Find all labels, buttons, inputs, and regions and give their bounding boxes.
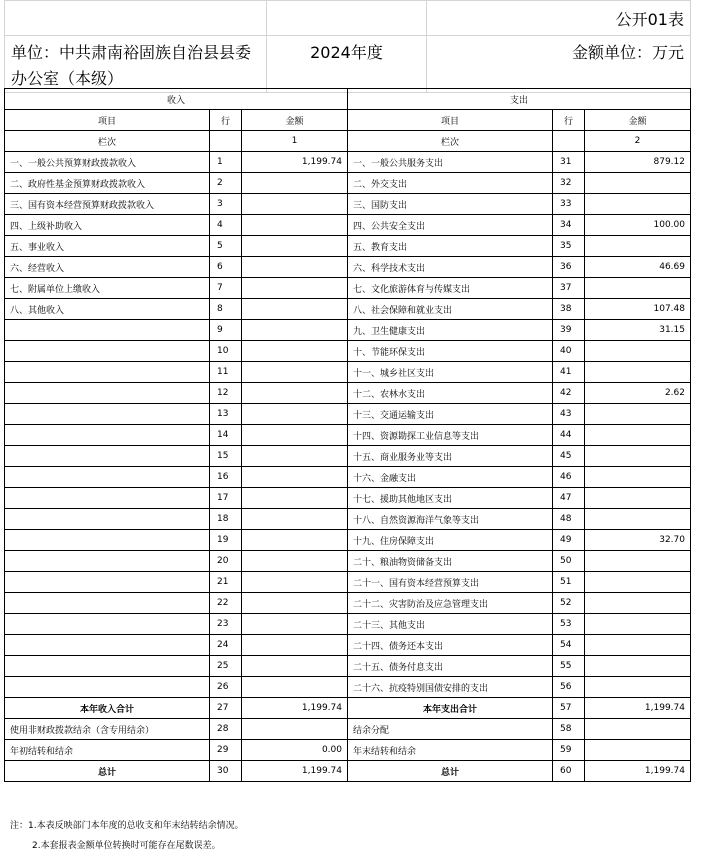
expense-item: 二十五、债务付息支出 <box>348 656 553 677</box>
expense-amount: 2.62 <box>585 383 691 404</box>
expense-amount <box>585 362 691 383</box>
income-amount <box>242 719 348 740</box>
expense-line-no: 56 <box>553 677 585 698</box>
income-line-no: 26 <box>210 677 242 698</box>
expense-amount <box>585 404 691 425</box>
income-item: 三、国有资本经营预算财政拨款收入 <box>5 194 210 215</box>
income-col-line: 行 <box>210 110 242 131</box>
expense-amount <box>585 551 691 572</box>
table-row <box>5 404 691 425</box>
income-summary-item: 使用非财政拨款结余（含专用结余） <box>5 719 210 740</box>
expense-line-no: 48 <box>553 509 585 530</box>
income-line-no: 28 <box>210 719 242 740</box>
expense-line-no: 39 <box>553 320 585 341</box>
income-amount <box>242 509 348 530</box>
income-amount <box>242 572 348 593</box>
expense-amount <box>585 341 691 362</box>
expense-amount <box>585 173 691 194</box>
income-amount <box>242 593 348 614</box>
expense-line-no: 46 <box>553 467 585 488</box>
expense-amount: 31.15 <box>585 320 691 341</box>
income-amount <box>242 362 348 383</box>
income-line-no: 9 <box>210 320 242 341</box>
expense-item: 十二、农林水支出 <box>348 383 553 404</box>
expense-line-no: 31 <box>553 152 585 173</box>
expense-amount <box>585 467 691 488</box>
income-amount <box>242 551 348 572</box>
income-item <box>5 614 210 635</box>
expense-line-no: 53 <box>553 614 585 635</box>
table-row <box>5 593 691 614</box>
income-line-no: 23 <box>210 614 242 635</box>
table-row <box>5 341 691 362</box>
expense-line-no: 52 <box>553 593 585 614</box>
expense-summary-item: 总计 <box>348 761 553 782</box>
expense-index-label: 栏次 <box>348 131 553 152</box>
income-index-label: 栏次 <box>5 131 210 152</box>
income-amount: 1,199.74 <box>242 152 348 173</box>
income-amount <box>242 635 348 656</box>
income-col-amount: 金额 <box>242 110 348 131</box>
income-section-header: 收入 <box>5 89 348 110</box>
expense-item: 十六、金融支出 <box>348 467 553 488</box>
income-item <box>5 509 210 530</box>
income-amount <box>242 278 348 299</box>
expense-line-no: 45 <box>553 446 585 467</box>
unit-name: 单位：中共肃南裕固族自治县县委办公室（本级） <box>5 36 267 93</box>
income-line-no: 18 <box>210 509 242 530</box>
table-row <box>5 614 691 635</box>
expense-item: 十七、援助其他地区支出 <box>348 488 553 509</box>
income-amount <box>242 614 348 635</box>
expense-item: 十、节能环保支出 <box>348 341 553 362</box>
income-line-no: 7 <box>210 278 242 299</box>
expense-summary-item: 年末结转和结余 <box>348 740 553 761</box>
income-item: 一、一般公共预算财政拨款收入 <box>5 152 210 173</box>
expense-summary-item: 本年支出合计 <box>348 698 553 719</box>
income-amount <box>242 341 348 362</box>
income-line-no: 5 <box>210 236 242 257</box>
table-row <box>5 215 691 236</box>
income-amount <box>242 173 348 194</box>
expense-item: 二、外交支出 <box>348 173 553 194</box>
table-row <box>5 488 691 509</box>
income-item <box>5 446 210 467</box>
expense-line-no: 32 <box>553 173 585 194</box>
income-line-no: 1 <box>210 152 242 173</box>
income-item <box>5 530 210 551</box>
expense-item: 二十一、国有资本经营预算支出 <box>348 572 553 593</box>
expense-item: 二十、粮油物资储备支出 <box>348 551 553 572</box>
table-row <box>5 299 691 320</box>
income-amount <box>242 404 348 425</box>
table-row <box>5 425 691 446</box>
income-summary-item: 总计 <box>5 761 210 782</box>
summary-row <box>5 698 691 719</box>
income-item <box>5 572 210 593</box>
summary-row <box>5 719 691 740</box>
expense-line-no: 42 <box>553 383 585 404</box>
income-item <box>5 362 210 383</box>
income-amount <box>242 677 348 698</box>
expense-line-no: 40 <box>553 341 585 362</box>
income-col-item: 项目 <box>5 110 210 131</box>
expense-line-no: 50 <box>553 551 585 572</box>
income-item <box>5 488 210 509</box>
expense-line-no: 55 <box>553 656 585 677</box>
income-line-no: 25 <box>210 656 242 677</box>
table-row <box>5 509 691 530</box>
table-row <box>5 257 691 278</box>
expense-line-no: 57 <box>553 698 585 719</box>
income-line-no: 12 <box>210 383 242 404</box>
expense-amount <box>585 278 691 299</box>
income-summary-item: 本年收入合计 <box>5 698 210 719</box>
expense-amount: 1,199.74 <box>585 761 691 782</box>
table-row <box>5 551 691 572</box>
income-item: 八、其他收入 <box>5 299 210 320</box>
expense-item: 二十三、其他支出 <box>348 614 553 635</box>
income-amount <box>242 467 348 488</box>
income-item <box>5 593 210 614</box>
expense-line-no: 51 <box>553 572 585 593</box>
income-line-no: 19 <box>210 530 242 551</box>
income-line-no: 14 <box>210 425 242 446</box>
income-amount <box>242 215 348 236</box>
expense-amount: 32.70 <box>585 530 691 551</box>
expense-item: 五、教育支出 <box>348 236 553 257</box>
form-code: 公开01表 <box>427 1 691 36</box>
expense-amount <box>585 236 691 257</box>
income-line-no: 15 <box>210 446 242 467</box>
income-line-no: 29 <box>210 740 242 761</box>
expense-col-item: 项目 <box>348 110 553 131</box>
income-amount: 0.00 <box>242 740 348 761</box>
table-row <box>5 530 691 551</box>
income-line-no: 21 <box>210 572 242 593</box>
expense-item: 二十六、抗疫特别国债安排的支出 <box>348 677 553 698</box>
expense-amount <box>585 614 691 635</box>
income-line-no: 24 <box>210 635 242 656</box>
income-amount <box>242 656 348 677</box>
income-col-number: 1 <box>242 131 348 152</box>
income-item <box>5 425 210 446</box>
expense-item: 三、国防支出 <box>348 194 553 215</box>
income-item: 七、附属单位上缴收入 <box>5 278 210 299</box>
expense-amount <box>585 740 691 761</box>
expense-line-no: 44 <box>553 425 585 446</box>
expense-item: 十三、交通运输支出 <box>348 404 553 425</box>
income-amount <box>242 257 348 278</box>
expense-item: 十一、城乡社区支出 <box>348 362 553 383</box>
income-amount <box>242 383 348 404</box>
income-amount <box>242 425 348 446</box>
expense-amount <box>585 719 691 740</box>
table-row <box>5 320 691 341</box>
income-amount <box>242 488 348 509</box>
expense-line-no: 36 <box>553 257 585 278</box>
table-row <box>5 278 691 299</box>
table-row <box>5 446 691 467</box>
income-line-no: 22 <box>210 593 242 614</box>
income-summary-item: 年初结转和结余 <box>5 740 210 761</box>
expense-col-amount: 金额 <box>585 110 691 131</box>
income-item <box>5 467 210 488</box>
table-row <box>5 236 691 257</box>
expense-line-no: 54 <box>553 635 585 656</box>
expense-amount: 100.00 <box>585 215 691 236</box>
expense-item: 二十二、灾害防治及应急管理支出 <box>348 593 553 614</box>
expense-line-no: 60 <box>553 761 585 782</box>
expense-amount <box>585 509 691 530</box>
expense-item: 一、一般公共服务支出 <box>348 152 553 173</box>
income-item <box>5 383 210 404</box>
table-row <box>5 362 691 383</box>
income-item <box>5 551 210 572</box>
expense-item: 四、公共安全支出 <box>348 215 553 236</box>
expense-item: 十九、住房保障支出 <box>348 530 553 551</box>
income-expense-table <box>4 88 691 782</box>
note-line-1: 注：1.本表反映部门本年度的总收支和年末结转结余情况。 <box>10 821 244 831</box>
income-item <box>5 341 210 362</box>
income-amount <box>242 236 348 257</box>
table-row <box>5 194 691 215</box>
income-line-no: 3 <box>210 194 242 215</box>
expense-col-line: 行 <box>553 110 585 131</box>
income-line-no: 13 <box>210 404 242 425</box>
expense-line-no: 37 <box>553 278 585 299</box>
expense-line-no: 49 <box>553 530 585 551</box>
table-row <box>5 383 691 404</box>
table-row <box>5 173 691 194</box>
income-item <box>5 635 210 656</box>
expense-amount <box>585 425 691 446</box>
income-item <box>5 320 210 341</box>
expense-line-no: 38 <box>553 299 585 320</box>
expense-section-header: 支出 <box>348 89 691 110</box>
table-row <box>5 467 691 488</box>
income-line-no: 11 <box>210 362 242 383</box>
expense-amount: 107.48 <box>585 299 691 320</box>
income-line-no: 10 <box>210 341 242 362</box>
expense-item: 九、卫生健康支出 <box>348 320 553 341</box>
income-amount: 1,199.74 <box>242 761 348 782</box>
expense-amount <box>585 194 691 215</box>
expense-item: 十四、资源勘探工业信息等支出 <box>348 425 553 446</box>
expense-amount: 46.69 <box>585 257 691 278</box>
expense-item: 十五、商业服务业等支出 <box>348 446 553 467</box>
expense-item: 八、社会保障和就业支出 <box>348 299 553 320</box>
table-notes <box>10 816 244 856</box>
income-amount <box>242 299 348 320</box>
expense-line-no: 58 <box>553 719 585 740</box>
income-item <box>5 677 210 698</box>
income-item <box>5 656 210 677</box>
table-row <box>5 572 691 593</box>
expense-amount: 879.12 <box>585 152 691 173</box>
table-row <box>5 656 691 677</box>
income-amount <box>242 530 348 551</box>
report-header <box>4 0 691 93</box>
income-item: 五、事业收入 <box>5 236 210 257</box>
income-line-no: 4 <box>210 215 242 236</box>
expense-line-no: 34 <box>553 215 585 236</box>
expense-amount <box>585 572 691 593</box>
expense-line-no: 33 <box>553 194 585 215</box>
income-amount <box>242 446 348 467</box>
expense-summary-item: 结余分配 <box>348 719 553 740</box>
income-line-no: 17 <box>210 488 242 509</box>
table-row <box>5 152 691 173</box>
expense-item: 七、文化旅游体育与传媒支出 <box>348 278 553 299</box>
expense-amount <box>585 593 691 614</box>
expense-col-number: 2 <box>585 131 691 152</box>
expense-item: 二十四、债务还本支出 <box>348 635 553 656</box>
expense-item: 六、科学技术支出 <box>348 257 553 278</box>
income-line-no: 16 <box>210 467 242 488</box>
income-amount <box>242 194 348 215</box>
table-row <box>5 677 691 698</box>
expense-amount <box>585 677 691 698</box>
expense-amount: 1,199.74 <box>585 698 691 719</box>
report-year: 2024年度 <box>267 36 427 93</box>
table-row <box>5 635 691 656</box>
income-amount <box>242 320 348 341</box>
income-item <box>5 404 210 425</box>
income-item: 六、经营收入 <box>5 257 210 278</box>
expense-amount <box>585 635 691 656</box>
income-line-no: 8 <box>210 299 242 320</box>
expense-line-no: 35 <box>553 236 585 257</box>
expense-amount <box>585 488 691 509</box>
summary-row <box>5 740 691 761</box>
income-line-no: 6 <box>210 257 242 278</box>
income-item: 四、上级补助收入 <box>5 215 210 236</box>
expense-item: 十八、自然资源海洋气象等支出 <box>348 509 553 530</box>
expense-line-no: 43 <box>553 404 585 425</box>
income-line-no: 2 <box>210 173 242 194</box>
expense-line-no: 41 <box>553 362 585 383</box>
income-amount: 1,199.74 <box>242 698 348 719</box>
income-item: 二、政府性基金预算财政拨款收入 <box>5 173 210 194</box>
income-line-no: 20 <box>210 551 242 572</box>
income-line-no: 27 <box>210 698 242 719</box>
note-line-2: 2.本套报表金额单位转换时可能存在尾数误差。 <box>32 841 221 851</box>
summary-row <box>5 761 691 782</box>
expense-line-no: 47 <box>553 488 585 509</box>
income-line-no: 30 <box>210 761 242 782</box>
expense-line-no: 59 <box>553 740 585 761</box>
expense-amount <box>585 446 691 467</box>
expense-amount <box>585 656 691 677</box>
currency-unit: 金额单位：万元 <box>427 36 691 93</box>
